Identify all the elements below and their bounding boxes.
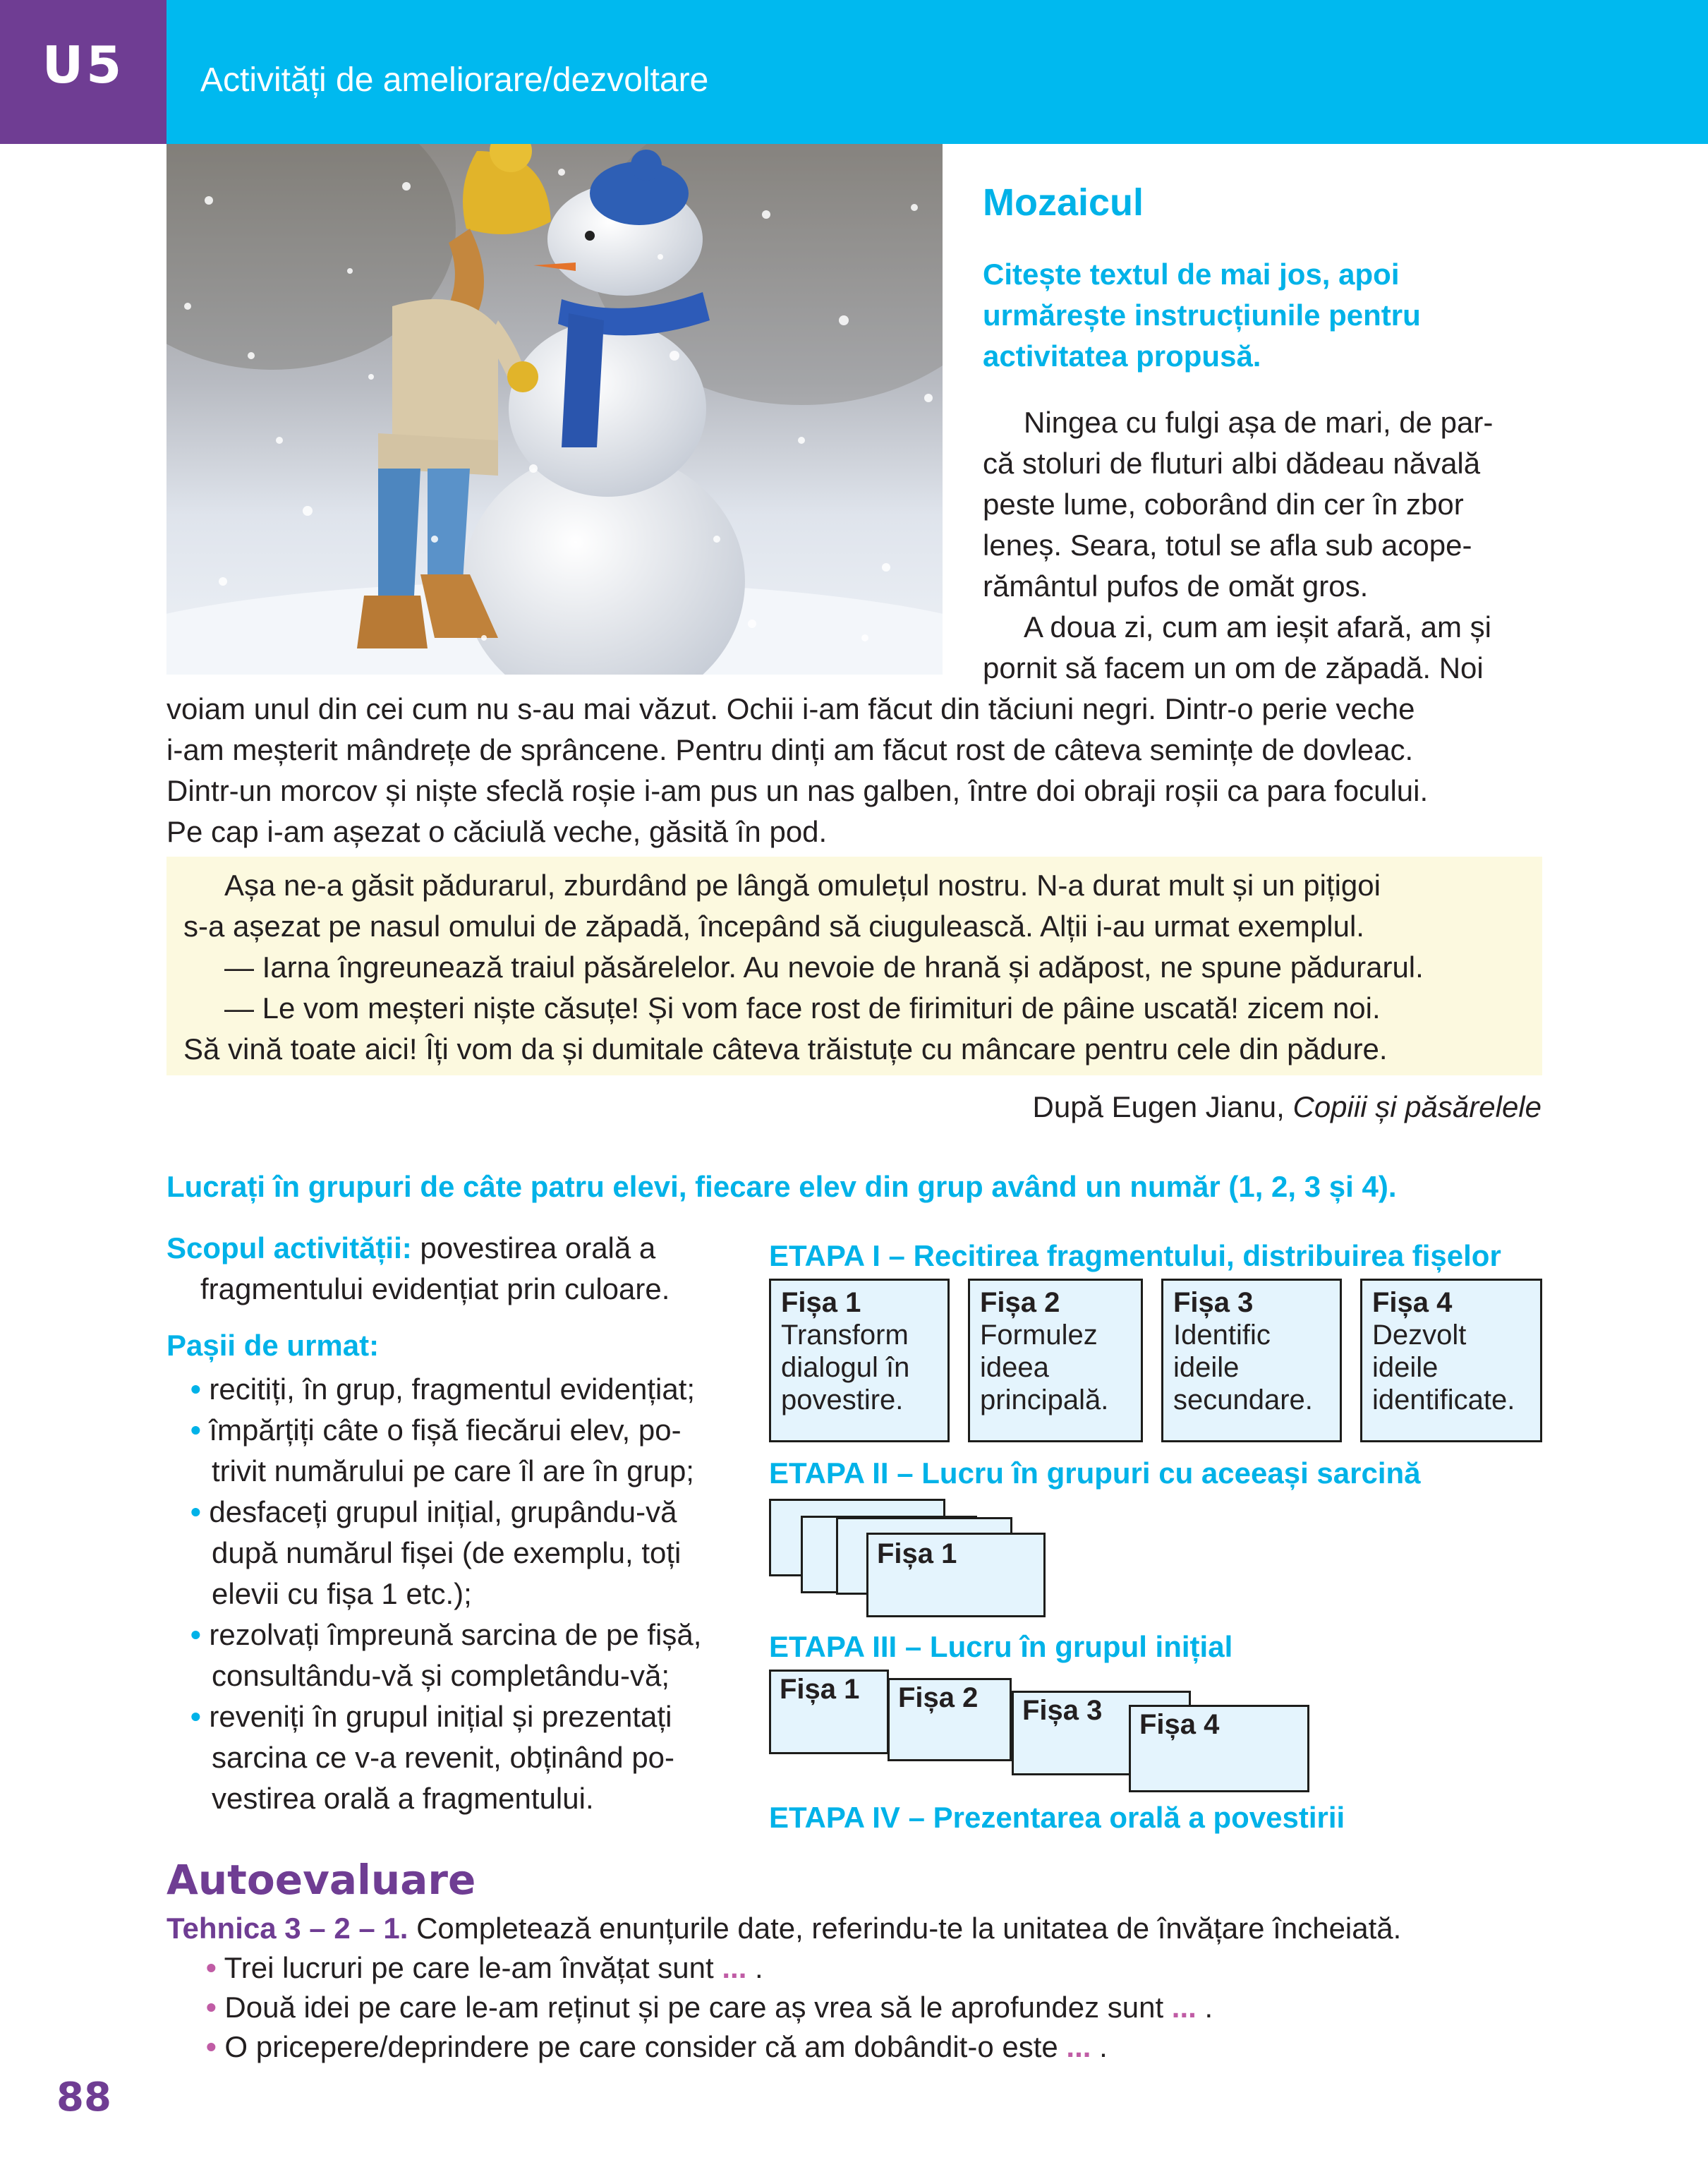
source-title: Copiii și păsărelele: [1292, 1090, 1542, 1123]
activity-goal: [166, 1228, 655, 1269]
bullet-icon: •: [190, 1413, 201, 1447]
story-line: rământul pufos de omăt gros.: [983, 569, 1369, 603]
task-card-1: Fișa 1 Transform dialogul în povestire.: [769, 1279, 950, 1442]
step-item: • recitiți, în grup, fragmentul evidențiat;: [190, 1372, 696, 1406]
highlight-line: — Le vom meșteri niște căsuțe! Și vom face rost de firimituri de pâine uscată! zicem noi.: [224, 991, 1381, 1025]
step-item-continued: după numărul fișei (de exemplu, toți: [212, 1536, 682, 1569]
bullet-icon: •: [190, 1700, 201, 1733]
unit-badge: [0, 0, 166, 144]
story-line: că stoluri de fluturi albi dădeau năvală: [983, 447, 1481, 480]
story-line: Ningea cu fulgi așa de mari, de par-: [1024, 406, 1494, 439]
story-line: Dintr-un morcov și niște sfeclă roșie i-am pus un nas galben, între doi obraji roșii ca para focului.: [166, 774, 1429, 807]
stage-2-title: ETAPA II – Lucru în grupuri cu aceeași sarcină: [769, 1456, 1421, 1490]
bullet-icon: •: [206, 1951, 217, 1984]
technique-text: Completează enunțurile date, referindu-te la unitatea de învățare încheiată.: [416, 1912, 1402, 1945]
story-line: pornit să facem un om de zăpadă. Noi: [983, 651, 1484, 684]
story-line: leneș. Seara, totul se afla sub acope-: [983, 529, 1472, 562]
stage-3-title: ETAPA III – Lucru în grupul inițial: [769, 1630, 1233, 1663]
highlight-line: s-a așezat pe nasul omului de zăpadă, începând să ciugulească. Alții i-au urmat exemplul.: [183, 910, 1364, 943]
bullet-icon: •: [190, 1372, 201, 1406]
self-assessment-title: Autoevaluare: [166, 1856, 476, 1904]
stage-4-title: ETAPA IV – Prezentarea orală a povestirii: [769, 1801, 1345, 1834]
snowman-girl-photo: [166, 144, 943, 675]
bullet-icon: •: [190, 1495, 201, 1528]
bullet-icon: •: [190, 1618, 201, 1651]
self-assessment-item: • Două idei pe care le-am reținut și pe care aș vrea să le aprofundez sunt ... .: [206, 1991, 1213, 2024]
page-title: Activități de ameliorare/dezvoltare: [200, 61, 709, 99]
technique-label: Tehnica 3 – 2 – 1.: [166, 1912, 408, 1945]
highlight-line: Să vină toate aici! Îți vom da și dumitale câteva trăistuțe cu mâncare pentru cele din pădure.: [183, 1032, 1388, 1066]
task-card-3: Fișa 3 Identific ideile secundare.: [1161, 1279, 1342, 1442]
group-card-3: Fișa 3: [1012, 1691, 1191, 1775]
step-item-continued: consultându-vă și completându-vă;: [212, 1659, 670, 1692]
stacked-card-front: Fișa 1: [866, 1533, 1046, 1617]
highlight-line: — Iarna îngreunează traiul păsărelelor. Au nevoie de hrană și adăpost, ne spune pădurarul.: [224, 950, 1424, 984]
stage-1-title: ETAPA I – Recitirea fragmentului, distribuirea fișelor: [769, 1239, 1501, 1272]
section-title: Mozaicul: [983, 181, 1144, 224]
task-card-4: Fișa 4 Dezvolt ideile identificate.: [1360, 1279, 1542, 1442]
bullet-icon: •: [206, 2030, 217, 2063]
step-item-continued: elevii cu fișa 1 etc.);: [212, 1577, 472, 1610]
story-line: voiam unul din cei cum nu s-au mai văzut. Ochii i-am făcut din tăciuni negri. Dintr-o perie veche: [166, 692, 1415, 725]
goal-text-continued: fragmentului evidențiat prin culoare.: [200, 1272, 670, 1305]
source-citation: [1033, 1087, 1542, 1128]
reading-instruction: Citește textul de mai jos, apoi urmărește instrucțiunile pentru activitatea propusă.: [983, 258, 1421, 373]
bullet-icon: •: [206, 1991, 217, 2024]
story-line: A doua zi, cum am ieșit afară, am și: [1024, 610, 1491, 644]
step-item: • rezolvați împreună sarcina de pe fișă,: [190, 1618, 702, 1651]
step-item-continued: trivit numărului pe care îl are în grup;: [212, 1454, 694, 1487]
goal-label: Scopul activității:: [166, 1231, 412, 1264]
goal-text: povestirea orală a: [420, 1231, 656, 1264]
steps-label: Pașii de urmat:: [166, 1329, 380, 1362]
group-instruction: Lucrați în grupuri de câte patru elevi, fiecare elev din grup având un număr (1, 2, 3 și 4).: [166, 1170, 1397, 1203]
unit-label: U5: [42, 35, 125, 95]
group-card-1: Fișa 1: [769, 1670, 889, 1754]
story-line: Pe cap i-am așezat o căciulă veche, găsită în pod.: [166, 815, 828, 848]
task-card-2: Fișa 2 Formulez ideea principală.: [968, 1279, 1143, 1442]
step-item-continued: sarcina ce v-a revenit, obținând po-: [212, 1741, 675, 1774]
source-author: După Eugen Jianu,: [1032, 1090, 1285, 1123]
highlight-line: Așa ne-a găsit pădurarul, zburdând pe lângă omulețul nostru. N-a durat mult și un pițigoi: [224, 869, 1381, 902]
group-card-4: Fișa 4: [1129, 1705, 1309, 1792]
step-item: • desfaceți grupul inițial, grupându-vă: [190, 1495, 677, 1528]
step-item-continued: vestirea orală a fragmentului.: [212, 1782, 594, 1815]
self-assessment-item: • O pricepere/deprindere pe care consider că am dobândit-o este ... .: [206, 2030, 1108, 2063]
step-item: • reveniți în grupul inițial și prezentați: [190, 1700, 672, 1733]
page-number: 88: [56, 2075, 111, 2120]
step-item: • împărțiți câte o fișă fiecărui elev, po-: [190, 1413, 682, 1447]
story-line: i-am meșterit mândrețe de sprâncene. Pentru dinți am făcut rost de câteva semințe de dovleac.: [166, 733, 1414, 766]
self-assessment-item: • Trei lucruri pe care le-am învățat sunt ... .: [206, 1951, 763, 1984]
group-card-2: Fișa 2: [888, 1678, 1012, 1761]
story-line: peste lume, coborând din cer în zbor: [983, 488, 1464, 521]
technique-line: [166, 1908, 1401, 1949]
